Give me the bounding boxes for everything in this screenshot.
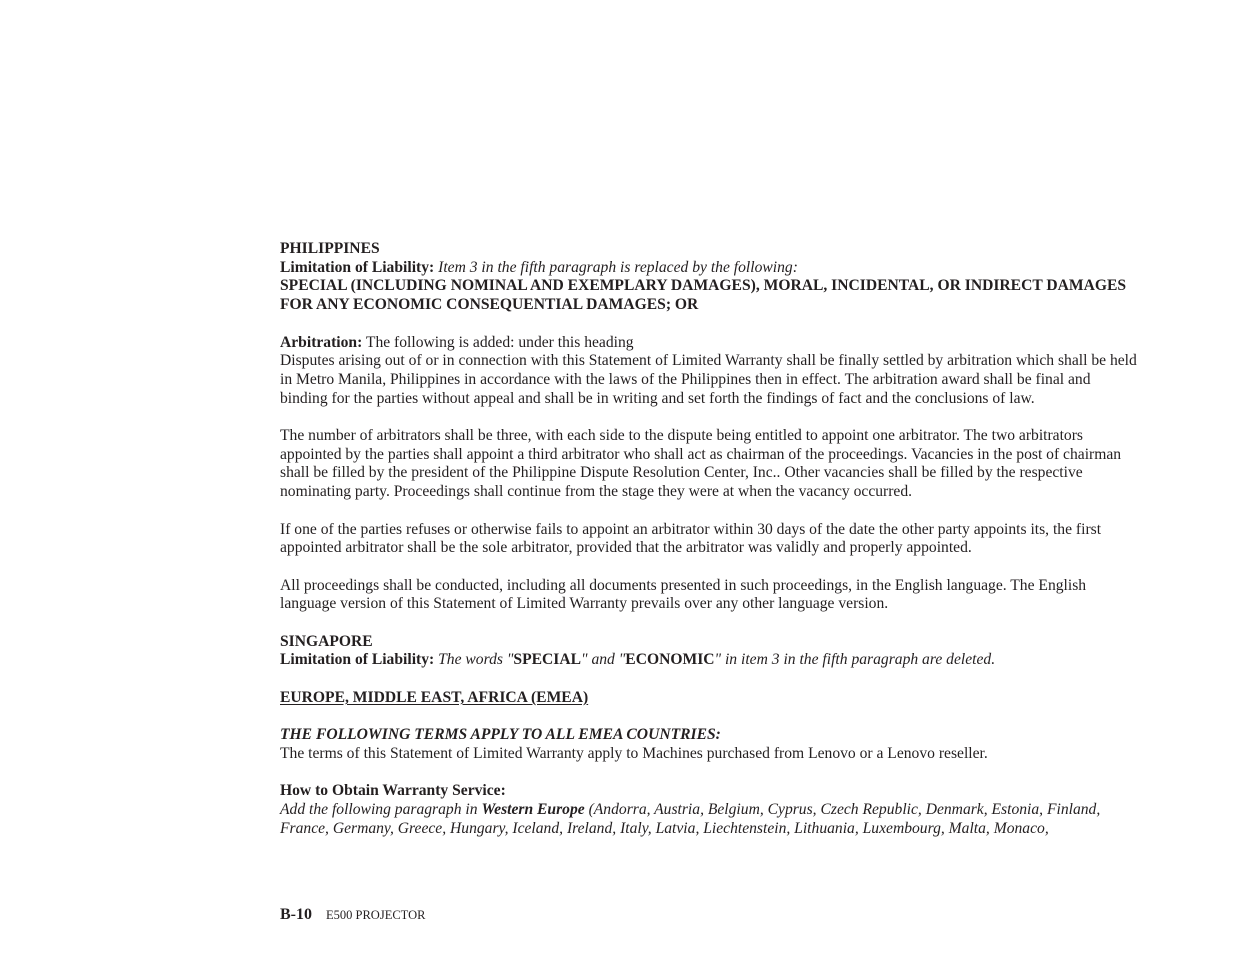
arbitration-paragraph-2: The number of arbitrators shall be three, with each side to the dispute being entitled to appoint one arbitrator. The two arbitrators appointed by the parties shall appoint a third arbitrator who shall act as chairman of the proceedings. Vacancies in the post of chairman shall be filled by the president of the Philippine Dispute Resolution Center, Inc.. Other vacancies shall be filled by the respective nominating party. Proceedings shall continue from the stage they were at when the vacancy occurred. [280,427,1122,501]
sg-lol-text-1: The words " [434,651,514,669]
arbitration-paragraph-1: Disputes arising out of or in connection with this Statement of Limited Warranty shall be finally settled by arbitration which shall be held in Metro Manila, Philippines in accordance with the laws of the Philippines then in effect. The arbitration award shall be final and binding for the parties without appeal and shall be in writing and set forth the findings of fact and the conclusions of law. [280,352,1137,407]
philippines-arbitration-intro [280,334,1140,353]
page-footer [280,906,425,924]
lol-label: Limitation of Liability: [280,258,435,276]
singapore-limitation-of-liability [280,651,1140,670]
emea-subheading: THE FOLLOWING TERMS APPLY TO ALL EMEA COUNTRIES: [280,726,721,744]
section-heading-emea: EUROPE, MIDDLE EAST, AFRICA (EMEA) [280,688,589,706]
page-number: B-10 [280,906,312,923]
sg-word-special: SPECIAL [513,651,581,669]
document-body [280,240,1140,838]
lol-text: Item 3 in the fifth paragraph is replaced by the following: [438,258,798,276]
sg-lol-label: Limitation of Liability: [280,651,435,669]
service-text-2: (Andorra, Austria, Belgium, Cyprus, Czech Republic, Denmark, Estonia, Finland, France, Germany, Greece, Hungary, Iceland, Ireland, Italy, Latvia, Liechtenstein, Lithuania, Luxembourg, Malta, Monaco, [280,800,1101,837]
arbitration-paragraph-3: If one of the parties refuses or otherwise fails to appoint an arbitrator within 30 days of the date the other party appoints its, the first appointed arbitrator shall be the sole arbitrator, provided that the arbitrator was validly and properly appointed. [280,520,1102,557]
arbitration-paragraph-4: All proceedings shall be conducted, including all documents presented in such proceedings, in the English language. The English language version of this Statement of Limited Warranty prevails over any other language version. [280,576,1087,613]
philippines-damages-clause: SPECIAL (INCLUDING NOMINAL AND EXEMPLARY DAMAGES), MORAL, INCIDENTAL, OR INDIRECT DAMAGES FOR ANY ECONOMIC CONSEQUENTIAL DAMAGES; OR [280,277,1127,314]
emea-terms: The terms of this Statement of Limited Warranty apply to Machines purchased from Lenovo or a Lenovo reseller. [280,744,988,762]
footer-doc-title: E500 PROJECTOR [326,908,426,922]
sg-lol-text-2: " and " [581,651,626,669]
arbitration-intro-text: The following is added: under this heading [362,333,634,351]
sg-word-economic: ECONOMIC [625,651,715,669]
section-heading-singapore: SINGAPORE [280,632,373,650]
arbitration-label: Arbitration: [280,333,363,351]
philippines-limitation-of-liability [280,259,1140,278]
section-heading-philippines: PHILIPPINES [280,240,380,257]
warranty-service-heading: How to Obtain Warranty Service: [280,782,506,800]
sg-lol-text-3: " in item 3 in the fifth paragraph are deleted. [714,651,996,669]
service-region: Western Europe [481,800,585,818]
service-text-1: Add the following paragraph in [280,800,482,818]
warranty-service-text [280,801,1140,838]
